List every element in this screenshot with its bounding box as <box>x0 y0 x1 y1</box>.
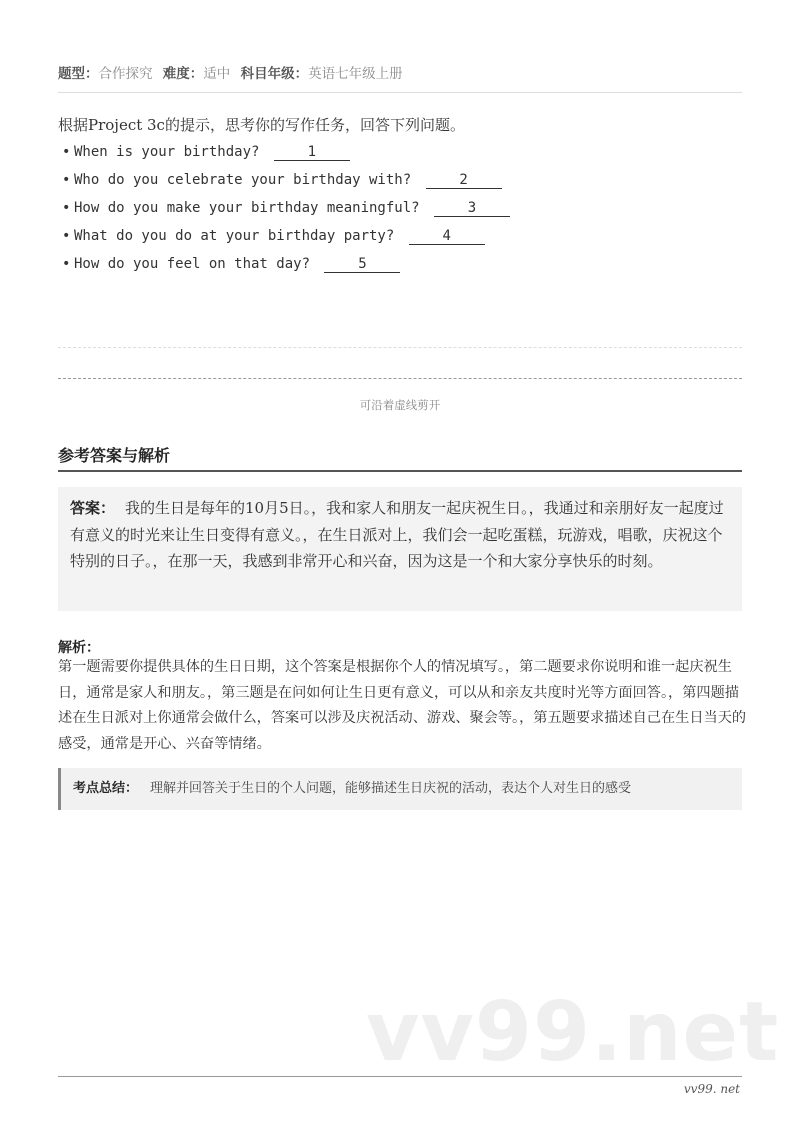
question-text: How do you make your birthday meaningful? <box>74 200 420 216</box>
question-item <box>62 226 510 254</box>
question-text: When is your birthday? <box>74 144 260 160</box>
keypoint-label: 考点总结： <box>73 781 139 796</box>
question-item <box>62 170 510 198</box>
subject-label: 科目年级： <box>240 66 309 82</box>
bullet-icon: • <box>62 172 71 188</box>
answer-blank[interactable]: 1 <box>274 144 350 161</box>
answer-blank[interactable]: 3 <box>434 200 510 217</box>
answer-blank[interactable]: 5 <box>324 256 400 273</box>
difficulty-label: 难度： <box>162 66 204 82</box>
bullet-icon: • <box>62 228 71 244</box>
answer-blank[interactable]: 4 <box>409 228 485 245</box>
keypoint-text: 理解并回答关于生日的个人问题，能够描述生日庆祝的活动，表达个人对生日的感受 <box>150 781 632 796</box>
question-item <box>62 254 510 282</box>
question-text: Who do you celebrate your birthday with? <box>74 172 412 188</box>
type-label: 题型： <box>58 66 99 82</box>
answer-box <box>58 487 742 611</box>
section-title: 参考答案与解析 <box>58 446 171 465</box>
subject-value: 英语七年级上册 <box>308 66 403 82</box>
analysis-text: 第一题需要你提供具体的生日日期，这个答案是根据你个人的情况填写。，第二题要求你说明和谁一起庆祝生日，通常是家人和朋友。，第三题是在问如何让生日更有意义，可以从和亲友共度时光等方面回答。，第四题描述在生日派对上你通常会做什么，答案可以涉及庆祝活动、游戏、聚会等。，第五题要求描述自己在生日当天的感受，通常是开心、兴奋等情绪。 <box>58 659 747 752</box>
keypoint-box <box>58 768 742 810</box>
question-list <box>62 142 510 282</box>
answer-text: 我的生日是每年的10月5日。，我和家人和朋友一起庆祝生日。，我通过和亲朋好友一起度过有意义的时光来让生日变得有意义。，在生日派对上，我们会一起吃蛋糕，玩游戏，唱歌，庆祝这个特别的日子。，在那一天，我感到非常开心和兴奋，因为这是一个和大家分享快乐的时刻。 <box>70 499 724 570</box>
cut-hint: 可沿着虚线剪开 <box>359 398 441 412</box>
question-item <box>62 198 510 226</box>
question-meta <box>58 62 403 82</box>
meta-divider <box>58 92 742 93</box>
dashed-divider-light <box>58 347 742 348</box>
question-item <box>62 142 510 170</box>
watermark: vv99.net <box>366 985 780 1080</box>
type-value: 合作探究 <box>98 66 153 82</box>
footer-site: vv99. net <box>683 1082 740 1096</box>
answer-label: 答案： <box>70 499 116 517</box>
section-divider <box>58 470 742 472</box>
answer-blank[interactable]: 2 <box>426 172 502 189</box>
analysis-label: 解析： <box>58 640 100 656</box>
question-text: What do you do at your birthday party? <box>74 228 395 244</box>
bullet-icon: • <box>62 256 71 272</box>
bullet-icon: • <box>62 200 71 216</box>
cut-line <box>58 378 742 379</box>
question-intro: 根据Project 3c的提示，思考你的写作任务，回答下列问题。 <box>58 116 465 134</box>
footer-divider <box>58 1076 742 1077</box>
question-text: How do you feel on that day? <box>74 256 311 272</box>
bullet-icon: • <box>62 144 71 160</box>
difficulty-value: 适中 <box>203 66 231 82</box>
